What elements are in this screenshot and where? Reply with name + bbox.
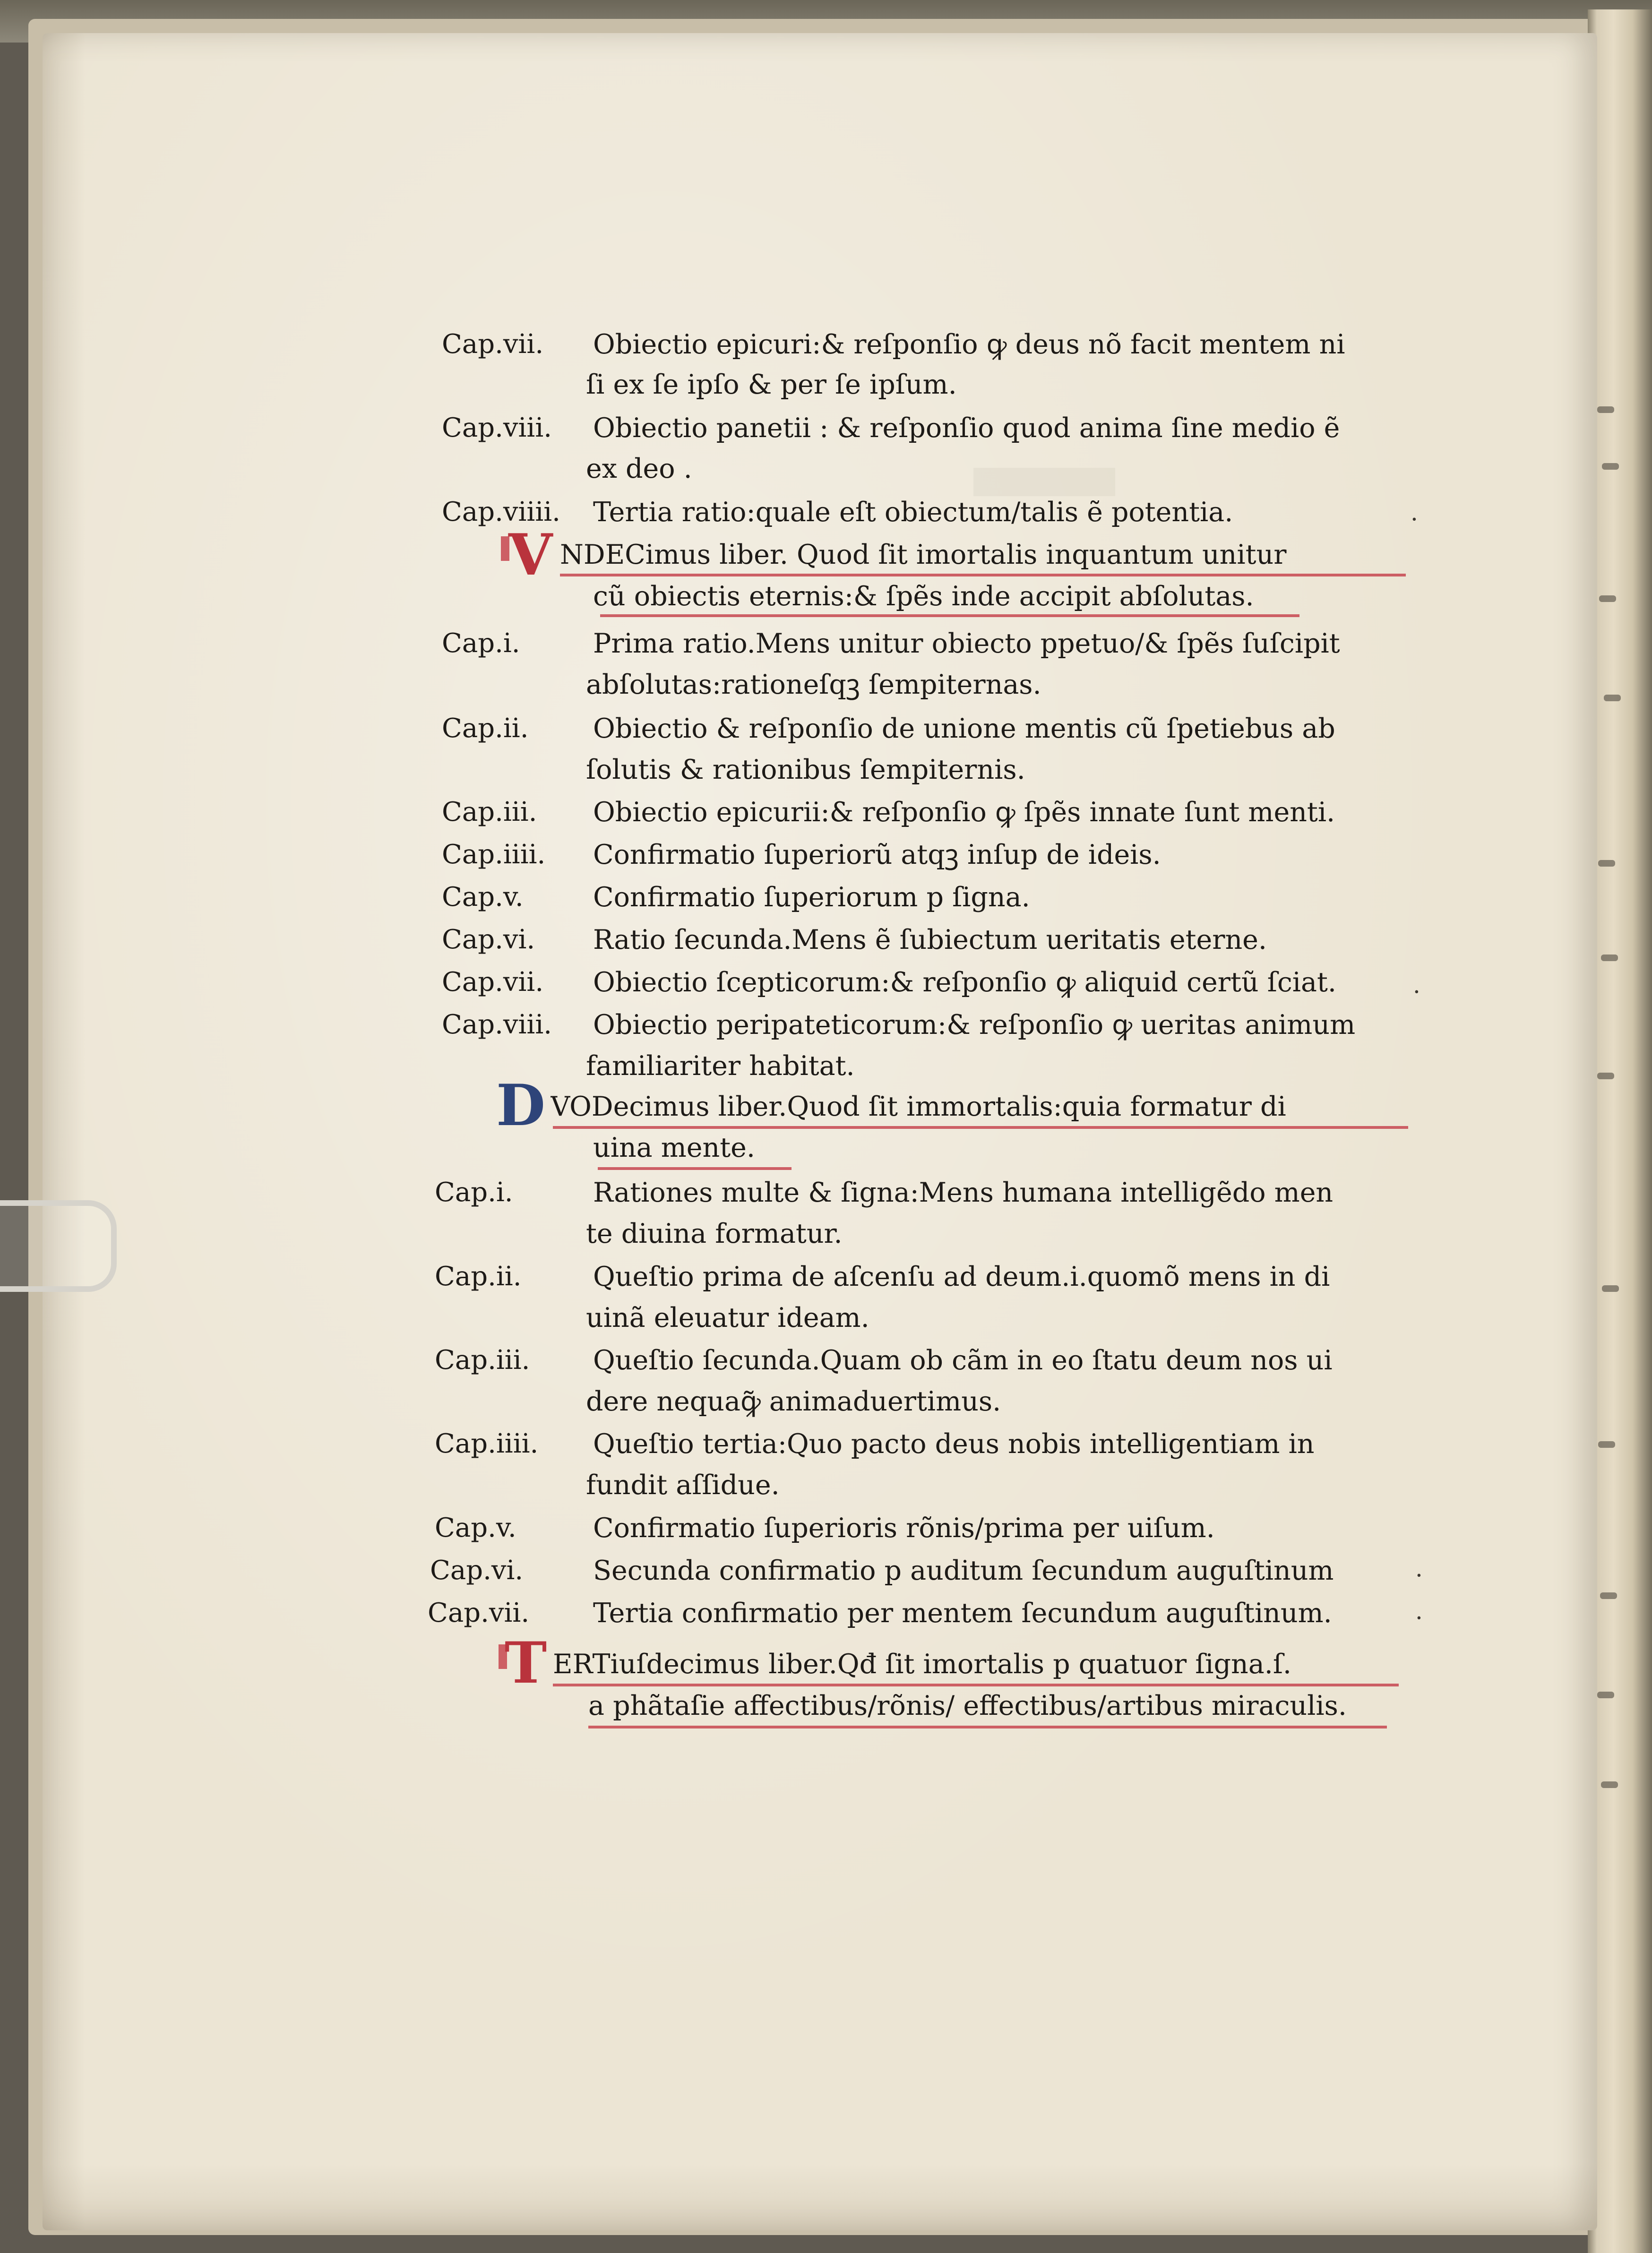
chapter-label: Cap.viiii. [442,497,560,527]
chapter-text-line: Obiectio panetii : & reſponſio quod anima ſine medio ẽ [593,413,1340,444]
chapter-text-line: Obiectio epicuri:& reſponſio ꝙ deus nõ facit mentem ni [593,329,1345,360]
rubric-underline [588,1726,1387,1728]
chapter-text-line: Rationes multe & ſigna:Mens humana intelligẽdo men [593,1177,1334,1208]
book-heading-line: uina mente. [593,1132,756,1163]
chapter-text-line: Queſtio prima de aſcenſu ad deum.i.quomõ mens in di [593,1261,1330,1292]
chapter-text-line: Obiectio ſcepticorum:& reſponſio ꝙ aliquid certũ ſciat. [593,967,1337,998]
chapter-text-line: Obiectio & reſponſio de unione mentis cũ ſpetiebus ab [593,713,1335,744]
chapter-label: Cap.ii. [435,1261,522,1292]
book-initial-blue: D [496,1072,546,1139]
book-heading-line: cũ obiectis eternis:& ſpẽs inde accipit abſolutas. [593,581,1254,612]
chapter-text-line: Secunda confirmatio p auditum ſecundum auguſtinum [593,1555,1334,1586]
chapter-label: Cap.iii. [442,797,537,827]
book-heading-line: NDECimus liber. Quod ſit imortalis inquantum unitur [560,539,1287,570]
margin-mark: · [1415,1604,1423,1632]
chapter-text-line: familiariter habitat. [586,1050,855,1082]
chapter-text-line: Obiectio peripateticorum:& reſponſio ꝙ ueritas animum [593,1009,1356,1041]
chapter-label: Cap.ii. [442,713,529,744]
book-heading-line: a phãtaſie affectibus/rõnis/ effectibus/artibus miraculis. [588,1690,1347,1721]
margin-mark: · [1411,506,1418,533]
chapter-text-line: dere nequaꝙ̃ animaduertimus. [586,1386,1001,1417]
chapter-text-line: uinã eleuatur ideam. [586,1302,869,1333]
chapter-text-line: abſolutas:rationeſqꝫ ſempiternas. [586,669,1041,700]
book-initial-red: T [504,1630,547,1696]
margin-mark: · [1413,978,1420,1006]
chapter-text-line: Confirmatio ſuperioris rõnis/prima per uiſum. [593,1513,1215,1544]
chapter-label: Cap.vii. [428,1598,530,1628]
chapter-text-line: Confirmatio ſuperiorum p ſigna. [593,882,1030,913]
chapter-label: Cap.vii. [442,329,544,360]
chapter-label: Cap.vi. [442,924,535,955]
chapter-label: Cap.i. [442,628,520,659]
chapter-text-line: ſolutis & rationibus ſempiternis. [586,754,1025,785]
chapter-text-line: Prima ratio.Mens unitur obiecto ppetuo/& ſpẽs ſuſcipit [593,628,1340,659]
chapter-text-line: Ratio ſecunda.Mens ẽ ſubiectum ueritatis eterne. [593,924,1267,955]
chapter-label: Cap.viii. [442,1009,552,1040]
chapter-label: Cap.vi. [430,1555,524,1586]
chapter-label: Cap.iiii. [435,1428,539,1459]
margin-mark: · [1415,1562,1423,1589]
chapter-label: Cap.iii. [435,1345,530,1376]
chapter-text-line: ex deo . [586,453,692,484]
book-heading-line: VODecimus liber.Quod ſit immortalis:quia formatur di [551,1091,1286,1122]
chapter-label: Cap.v. [442,882,524,912]
chapter-text-line: Queſtio ſecunda.Quam ob cãm in eo ſtatu deum nos ui [593,1345,1333,1376]
rubric-underline [598,1167,792,1170]
chapter-label: Cap.i. [435,1177,513,1208]
chapter-label: Cap.viii. [442,413,552,443]
chapter-text-line: te diuina formatur. [586,1218,843,1249]
chapter-text-line: Confirmatio ſuperiorũ atqꝫ inſup de ideis. [593,839,1161,870]
chapter-text-line: Tertia ratio:quale eſt obiectum/talis ẽ potentia. [593,497,1233,528]
chapter-label: Cap.v. [435,1513,516,1543]
rubric-underline [600,614,1299,617]
chapter-text-line: Tertia confirmatio per mentem ſecundum auguſtinum. [593,1598,1332,1629]
book-heading-line: ERTiuſdecimus liber.Qđ ſit imortalis p quatuor ſigna.ſ. [553,1649,1292,1680]
book-initial-red: V [508,522,553,588]
chapter-text-line: fundit aſſidue. [586,1470,780,1501]
chapter-text-line: ſi ex ſe ipſo & per ſe ipſum. [586,369,957,400]
chapter-text-line: Obiectio epicurii:& reſponſio ꝙ ſpẽs innate ſunt menti. [593,797,1335,828]
chapter-label: Cap.vii. [442,967,544,998]
chapter-label: Cap.iiii. [442,839,546,870]
chapter-text-line: Queſtio tertia:Quo pacto deus nobis intelligentiam in [593,1428,1315,1460]
